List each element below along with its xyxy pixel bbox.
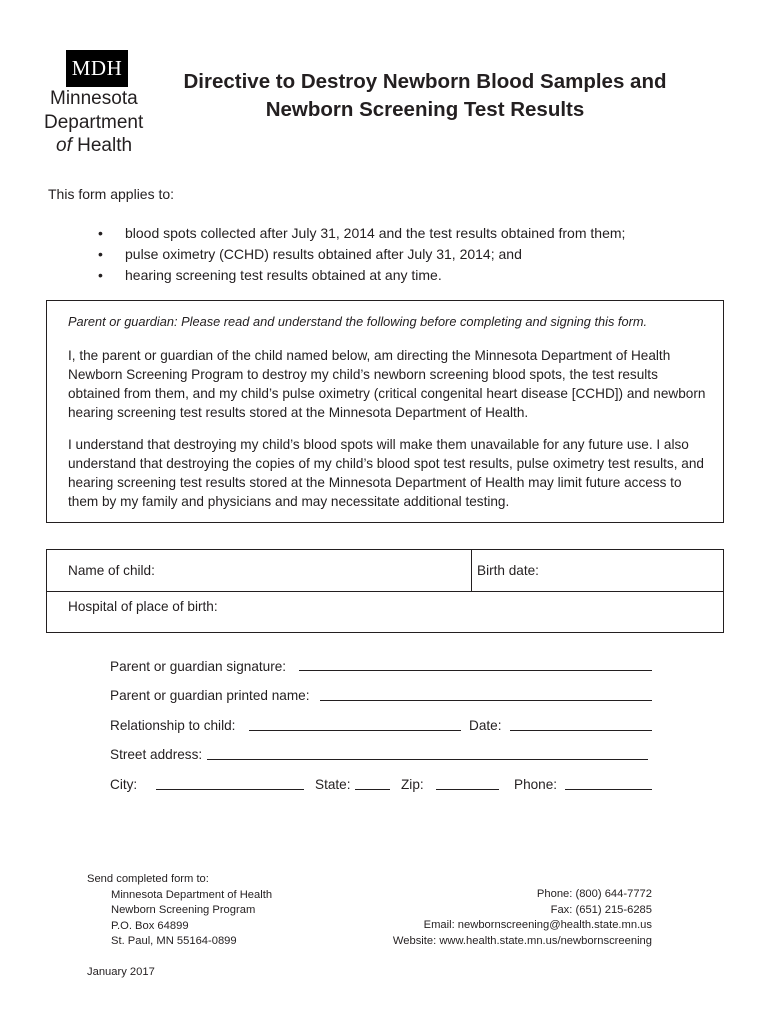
zip-line[interactable] [436, 789, 499, 790]
relationship-line[interactable] [249, 730, 461, 731]
date-line[interactable] [510, 730, 652, 731]
notice-paragraph-2: I understand that destroying my child’s blood spots will make them unavailable for any future use. I also understand that destroying the copies of my child’s blood spot test results, pulse oximetry test results, and hearing screening test results stored at the Minnesota Department of Health may limit future access to them by my family and physicians and may necessitate additional testing. [68, 437, 704, 509]
state-label: State: [315, 777, 351, 792]
notice-instruction: Parent or guardian: Please read and understand the following before completing and signing this form. [68, 314, 648, 329]
list-item: • hearing screening test results obtained at any time. [93, 265, 625, 286]
printed-name-label: Parent or guardian printed name: [110, 688, 310, 703]
street-address-label: Street address: [110, 747, 203, 762]
name-of-child-label: Name of child: [68, 563, 155, 578]
contact-email[interactable]: Email: newbornscreening@health.state.mn.us [423, 919, 652, 931]
contact-website[interactable]: Website: www.health.state.mn.us/newbornscreening [392, 934, 652, 947]
contact-fax: Fax: (651) 215-6285 [550, 903, 652, 916]
hospital-label: Hospital of place of birth: [68, 599, 218, 614]
mailing-address [87, 872, 272, 950]
notice-paragraph-1: I, the parent or guardian of the child named below, am directing the Minnesota Department of Health Newborn Screening Program to destroy my child’s newborn screening blood spots, the test results obtained from them, and my child’s pulse oximetry (critical congenital heart disease [CCHD]) and newborn hearing screening test results stored at the Minnesota Department of Health. [68, 348, 706, 420]
form-revision-date: January 2017 [87, 966, 155, 978]
signature-label: Parent or guardian signature: [110, 659, 287, 674]
logo-text-department: Department [44, 112, 144, 133]
applies-intro: This form applies to: [48, 186, 175, 202]
send-to-label: Send completed form to: [87, 873, 209, 885]
notice-box [46, 300, 724, 523]
logo-text-of-health [56, 136, 132, 156]
logo-text-health: Health [77, 135, 133, 156]
contact-phone: Phone: (800) 644-7772 [536, 888, 652, 900]
table-divider-vertical [471, 550, 472, 591]
address-line: St. Paul, MN 55164-0899 [111, 935, 237, 947]
relationship-label: Relationship to child: [110, 718, 236, 733]
printed-name-line[interactable] [320, 700, 652, 701]
phone-label: Phone: [514, 777, 558, 792]
street-address-line[interactable] [207, 759, 648, 760]
form-title-line1: Directive to Destroy Newborn Blood Samples and [183, 70, 667, 93]
city-line[interactable] [156, 789, 304, 790]
address-line: Newborn Screening Program [111, 904, 256, 916]
address-line: P.O. Box 64899 [111, 919, 189, 932]
list-item: • blood spots collected after July 31, 2014 and the test results obtained from them; [93, 223, 625, 244]
list-item: • pulse oximetry (CCHD) results obtained after July 31, 2014; and [93, 244, 625, 265]
date-label: Date: [469, 718, 502, 733]
address-line: Minnesota Department of Health [111, 888, 273, 901]
logo-text-minnesota: Minnesota [50, 88, 138, 109]
mdh-logo-mark: MDH [66, 50, 128, 87]
child-info-table [46, 549, 724, 633]
signature-line[interactable] [299, 670, 652, 671]
form-title [165, 68, 685, 124]
form-title-line2: Newborn Screening Test Results [265, 98, 585, 121]
table-divider-horizontal [47, 591, 723, 592]
state-line[interactable] [355, 789, 390, 790]
applies-list [93, 223, 625, 286]
contact-info [393, 887, 652, 949]
logo-text-of: of [56, 135, 72, 156]
birth-date-label: Birth date: [477, 563, 539, 578]
city-label: City: [110, 777, 138, 792]
zip-label: Zip: [401, 777, 424, 792]
phone-line[interactable] [565, 789, 652, 790]
